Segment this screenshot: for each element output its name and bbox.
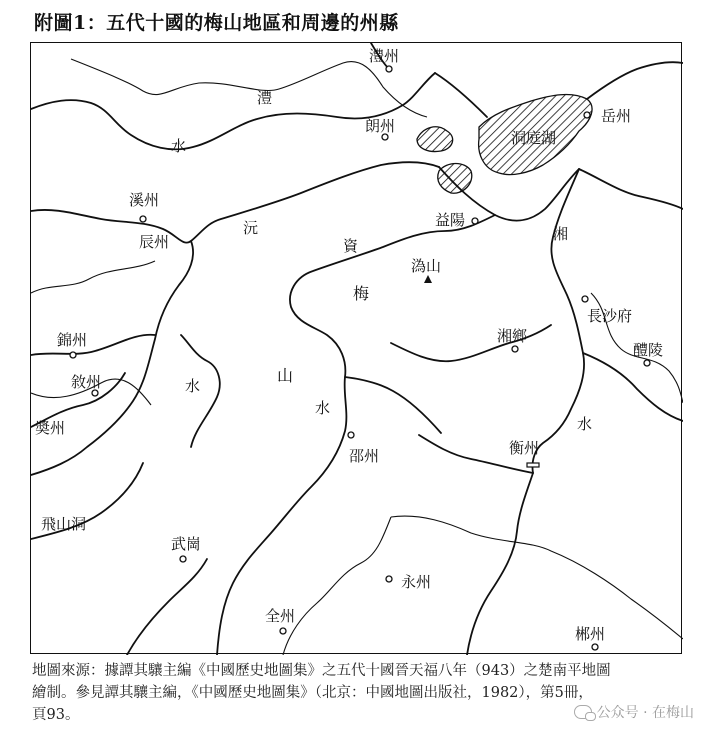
city-marker [386, 66, 392, 72]
place-liling: 醴陵 [633, 341, 664, 359]
city-marker [582, 296, 588, 302]
place-chenzhou-e: 郴州 [575, 625, 606, 643]
watermark [574, 702, 694, 722]
place-xiangxiang: 湘鄉 [497, 327, 528, 345]
place-dongtinghu: 洞庭湖 [511, 129, 557, 147]
place-yuezhou: 岳州 [601, 107, 632, 125]
city-marker [140, 216, 146, 222]
place-yongzhou: 永州 [401, 573, 432, 591]
source-line-1: 地圖來源：據譚其驤主編《中國歷史地圖集》之五代十國晉天福八年（943）之楚南平地圖 [32, 663, 611, 679]
river-label-yuan-1: 沅 [243, 219, 259, 237]
place-lizhou: 澧州 [369, 47, 400, 65]
river-label-xiang-2: 水 [577, 415, 593, 433]
yuan-river [31, 162, 439, 242]
place-chenzhou-w: 辰州 [139, 233, 170, 251]
lake-west-2 [438, 164, 472, 194]
city-marker [348, 432, 354, 438]
river-label-zi-1: 資 [343, 237, 359, 255]
place-xuzhou: 敘州 [71, 373, 102, 391]
region-border [391, 516, 683, 639]
source-line-3: 頁93。 [32, 707, 80, 723]
city-marker [70, 352, 76, 358]
place-shaozhou: 邵州 [349, 447, 380, 465]
wechat-icon [574, 705, 592, 719]
river-south [127, 559, 207, 655]
river-label-li-2: 水 [171, 137, 187, 155]
city-marker [527, 463, 539, 467]
zi-trib [345, 377, 441, 433]
xiang-river-south [467, 473, 533, 655]
yuan-river-south [31, 241, 193, 475]
place-langzhou: 朗州 [365, 117, 396, 135]
city-marker [472, 218, 478, 224]
region-label-mei: 梅 [353, 284, 370, 303]
xiang-trib-e [583, 353, 683, 421]
river-label-yuan-2: 水 [185, 377, 201, 395]
place-yiyang: 益陽 [435, 211, 466, 229]
place-weishan: 溈山 [411, 257, 442, 275]
lake-west-1 [417, 127, 453, 152]
place-hengzhou: 衡州 [509, 439, 540, 457]
region-border [31, 261, 155, 293]
li-river [31, 73, 435, 149]
place-feishandong: 飛山洞 [41, 515, 87, 533]
city-marker [592, 644, 598, 650]
city-marker [584, 112, 590, 118]
city-marker [180, 556, 186, 562]
map-canvas [31, 43, 683, 655]
watermark-text: 公众号 · 在梅山 [596, 705, 694, 721]
map-frame [30, 42, 682, 654]
river-label-zi-2: 水 [315, 399, 331, 417]
yuan-trib-w1 [31, 335, 155, 355]
city-marker [386, 576, 392, 582]
river-label-xiang-1: 湘 [553, 225, 569, 243]
river-east-top [587, 62, 683, 99]
place-changshafu: 長沙府 [587, 307, 633, 325]
place-xizhou: 溪州 [129, 191, 160, 209]
source-line-2: 繪制。參見譚其驤主編，《中國歷史地圖集》（北京：中國地圖出版社，1982），第5冊， [32, 685, 593, 701]
city-marker [644, 360, 650, 366]
mountain-icon [424, 275, 432, 283]
map-title: 附圖1：五代十國的梅山地區和周邊的州縣 [34, 12, 399, 34]
city-marker [512, 346, 518, 352]
region-label-shan: 山 [277, 366, 294, 385]
region-border [283, 517, 391, 655]
place-jinzhou: 錦州 [57, 331, 88, 349]
zi-river-main [217, 215, 495, 655]
place-quanzhou: 全州 [265, 607, 296, 625]
xiang-river-east [579, 169, 683, 209]
region-border [71, 59, 427, 117]
place-wugang: 武崗 [171, 535, 202, 553]
river-label-li-1: 澧 [257, 89, 273, 107]
place-jiangzhou: 奬州 [35, 419, 66, 437]
city-marker [280, 628, 286, 634]
